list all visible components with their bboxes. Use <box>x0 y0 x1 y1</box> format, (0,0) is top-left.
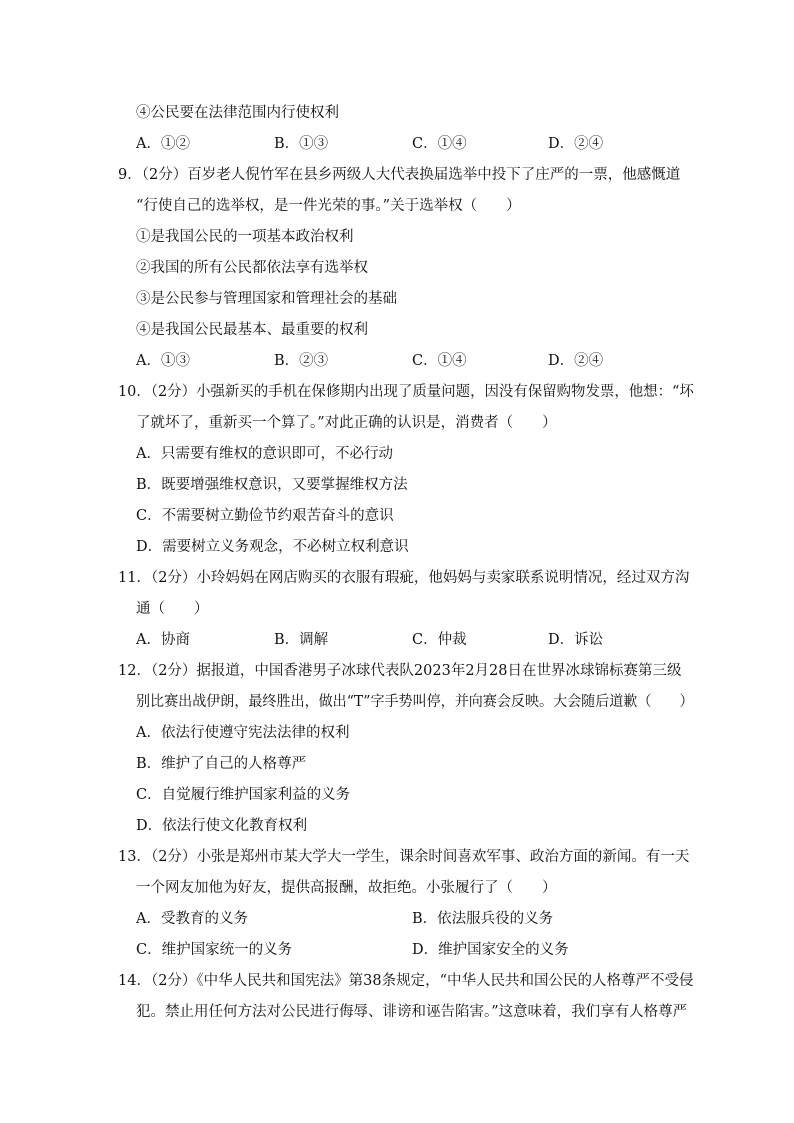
q11-option-c[interactable]: C．仲裁 <box>412 632 467 648</box>
q12-option-b[interactable]: B．维护了自己的人格尊严 <box>136 756 307 772</box>
q8-item-4: ④公民要在法律范围内行使权利 <box>136 105 339 121</box>
q11-option-d[interactable]: D．诉讼 <box>548 632 604 648</box>
q14-stem-line1: 14．（2分）《中华人民共和国宪法》第38条规定，“中华人民共和国公民的人格尊严不受侵 <box>118 973 694 989</box>
q10-stem-line1: 10．（2分）小强新买的手机在保修期内出现了质量问题，因没有保留购物发票，他想：“坏 <box>118 384 694 400</box>
q10-option-d[interactable]: D．需要树立义务观念，不必树立权利意识 <box>136 539 409 555</box>
q9-item-2: ②我国的所有公民都依法享有选举权 <box>136 260 368 276</box>
q14-stem-line2: 犯。禁止用任何方法对公民进行侮辱、诽谤和诬告陷害。”这意味着，我们享有人格尊严 <box>136 1004 688 1020</box>
q12-option-d[interactable]: D．依法行使文化教育权利 <box>136 818 308 834</box>
q13-option-a[interactable]: A．受教育的义务 <box>136 911 248 927</box>
q9-item-3: ③是公民参与管理国家和管理社会的基础 <box>136 291 397 307</box>
q8-option-d[interactable]: D．②④ <box>548 136 604 152</box>
q13-stem-line2: 一个网友加他为好友，提供高报酬，故拒绝。小张履行了（ ） <box>136 880 557 896</box>
q10-stem-line2: 了就坏了，重新买一个算了。”对此正确的认识是，消费者（ ） <box>136 415 557 431</box>
q10-option-a[interactable]: A．只需要有维权的意识即可，不必行动 <box>136 446 393 462</box>
q11-stem-line2: 通（ ） <box>136 601 209 617</box>
q9-stem-line1: 9．（2分）百岁老人倪竹军在县乡两级人大代表换届选举中投下了庄严的一票，他感慨道 <box>118 167 681 183</box>
q12-stem-line2: 别比赛出战伊朗，最终胜出，做出“T”字手势叫停，并向赛会反映。大会随后道歉（ ） <box>136 694 694 710</box>
q11-stem-line1: 11．（2分）小玲妈妈在网店购买的衣服有瑕疵，他妈妈与卖家联系说明情况，经过双方沟 <box>118 570 690 586</box>
q10-option-b[interactable]: B．既要增强维权意识，又要掌握维权方法 <box>136 477 408 493</box>
q9-item-4: ④是我国公民最基本、最重要的权利 <box>136 322 368 338</box>
q10-option-c[interactable]: C．不需要树立勤俭节约艰苦奋斗的意识 <box>136 508 394 524</box>
q8-option-b[interactable]: B．①③ <box>274 136 329 152</box>
q9-option-d[interactable]: D．②④ <box>548 353 604 369</box>
q13-option-b[interactable]: B．依法服兵役的义务 <box>412 911 554 927</box>
q9-option-c[interactable]: C．①④ <box>412 353 467 369</box>
q13-option-c[interactable]: C．维护国家统一的义务 <box>136 942 293 958</box>
q9-option-a[interactable]: A．①③ <box>136 353 190 369</box>
q12-option-a[interactable]: A．依法行使遵守宪法法律的权利 <box>136 725 350 741</box>
q12-option-c[interactable]: C．自觉履行维护国家利益的义务 <box>136 787 351 803</box>
q8-option-a[interactable]: A．①② <box>136 136 190 152</box>
q9-stem-line2: “行使自己的选举权，是一件光荣的事。”关于选举权（ ） <box>136 198 521 214</box>
q9-option-b[interactable]: B．②③ <box>274 353 329 369</box>
q9-item-1: ①是我国公民的一项基本政治权利 <box>136 229 354 245</box>
q13-option-d[interactable]: D．维护国家安全的义务 <box>412 942 569 958</box>
q11-option-b[interactable]: B．调解 <box>274 632 329 648</box>
q8-option-c[interactable]: C．①④ <box>412 136 467 152</box>
q12-stem-line1: 12．（2分）据报道，中国香港男子冰球代表队2023年2月28日在世界冰球锦标赛第三级 <box>118 663 682 679</box>
q13-stem-line1: 13．（2分）小张是郑州市某大学大一学生，课余时间喜欢军事、政治方面的新闻。有一天 <box>118 849 690 865</box>
q11-option-a[interactable]: A．协商 <box>136 632 190 648</box>
